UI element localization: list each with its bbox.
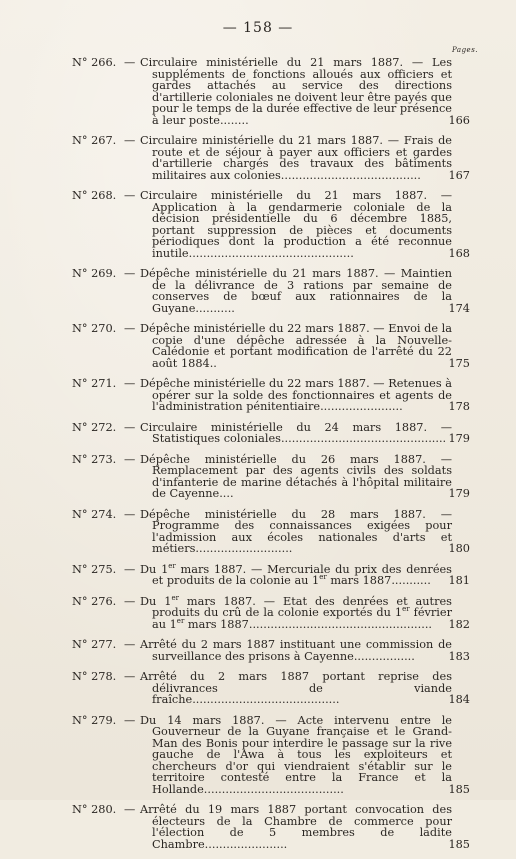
entry-page-ref: 179: [448, 487, 470, 500]
list-item: [0, 454, 516, 500]
entry-description: Arrêté du 19 mars 1887 portant convocation des électeurs de la Chambre de commerce pour l'élection de 5 membres de ladite Chambre.......................: [140, 803, 452, 851]
entry-dash: —: [124, 803, 136, 816]
entry-page-ref: 185: [448, 782, 470, 796]
entry-description: Dépêche ministérielle du 21 mars 1887. — Maintien de la délivrance de 3 rations par semaine de conserves de bœuf aux rationnaires de la Guyane...........: [140, 267, 452, 315]
list-item: [0, 323, 516, 369]
list-item: [0, 190, 516, 259]
entry-number: N° 270.: [72, 322, 117, 335]
entry-page-ref: 166: [448, 113, 470, 127]
entry-dash: —: [124, 452, 136, 466]
superscript: er: [168, 561, 176, 570]
entry-page-ref: 178: [448, 400, 470, 413]
entry-description: Dépêche ministérielle du 22 mars 1887. — Envoi de la copie d'une dépêche adressée à la Nouvelle-Calédonie et portant modification de l'arrêté du 22 août 1884..: [140, 322, 452, 370]
entry-number: N° 271.: [72, 377, 117, 390]
entry-dash: —: [124, 267, 136, 280]
entry-number: N° 278.: [72, 670, 117, 683]
entry-dash: —: [124, 56, 136, 69]
entry-number: N° 266.: [72, 56, 117, 69]
text-fragment: mars 1887. — Etat des denrées et autres produits du crû de la colonie exportés du 1: [152, 594, 452, 619]
entry-page-ref: 181: [448, 574, 470, 587]
superscript: er: [319, 573, 327, 582]
entry-description: Circulaire ministérielle du 21 mars 1887. — Frais de route et de séjour à payer aux officiers et gardes d'artillerie chargés des travaux des bâtiments militaires aux colonies.......................................: [140, 134, 452, 182]
entry-dash: —: [124, 670, 136, 683]
entry-dash: —: [124, 377, 136, 390]
entry-number: N° 280.: [72, 803, 117, 816]
list-item: [0, 715, 516, 796]
entry-dash: —: [124, 562, 136, 576]
list-item: [0, 593, 516, 631]
list-item: [0, 378, 516, 413]
entry-description: Dépêche ministérielle du 22 mars 1887. — Retenues à opérer sur la solde des fonctionnaires et agents de l'administration pénitentiaire.......................: [140, 377, 452, 413]
list-item: [0, 268, 516, 314]
entry-description: Arrêté du 2 mars 1887 instituant une commission de surveillance des prisons à Cayenne.................: [140, 638, 452, 663]
entry-page-ref: 167: [448, 168, 470, 182]
list-item: [0, 804, 516, 850]
list-item: [0, 509, 516, 555]
entry-number: N° 277.: [72, 638, 117, 651]
entry-page-ref: 168: [448, 246, 470, 260]
entry-page-ref: 174: [448, 301, 470, 315]
list-item: [0, 422, 516, 445]
entry-dash: —: [124, 594, 136, 608]
entry-description: Circulaire ministérielle du 21 mars 1887. — Application à la gendarmerie coloniale de la décision présidentielle du 6 décembre 1885, portant suppression de pièces et documents périodiques dont la production a été reconnue inutile..............................................: [140, 189, 452, 260]
entry-dash: —: [124, 189, 136, 202]
entry-description: [140, 561, 452, 587]
entry-dash: —: [124, 134, 136, 147]
list-item: [0, 57, 516, 126]
entry-number: N° 275.: [72, 562, 117, 576]
list-item: [0, 561, 516, 587]
entry-description: Circulaire ministérielle du 24 mars 1887. — Statistiques coloniales..............................................: [140, 420, 452, 445]
text-fragment: Du 1: [140, 562, 169, 576]
entry-dash: —: [124, 507, 136, 521]
text-fragment: février au 1: [152, 606, 452, 631]
entry-number: N° 279.: [72, 713, 117, 727]
entry-dash: —: [124, 638, 136, 651]
entry-number: N° 267.: [72, 134, 117, 147]
entry-list: [0, 57, 516, 859]
superscript: er: [402, 605, 410, 614]
entry-dash: —: [124, 713, 136, 727]
superscript: er: [171, 593, 179, 602]
entry-page-ref: 185: [448, 837, 470, 851]
entry-number: N° 273.: [72, 452, 117, 466]
text-fragment: mars 1887...........: [326, 574, 431, 587]
entry-page-ref: 182: [448, 617, 470, 631]
text-fragment: mars 1887...................................................: [184, 617, 433, 631]
entry-number: N° 268.: [72, 189, 117, 202]
list-item: [0, 639, 516, 662]
page-number: — 158 —: [222, 20, 294, 36]
entry-description: Dépêche ministérielle du 26 mars 1887. — Remplacement par des agents civils des soldats d'infanterie de marine détachés à l'hôpital militaire de Cayenne....: [140, 452, 452, 500]
entry-page-ref: 179: [448, 432, 470, 445]
list-item: [0, 135, 516, 181]
entry-description: Arrêté du 2 mars 1887 portant reprise des délivrances de viande fraîche.........................................: [140, 670, 452, 706]
entry-number: N° 269.: [72, 267, 117, 280]
list-item: [0, 671, 516, 706]
text-fragment: Du 1: [140, 594, 172, 608]
entry-number: N° 272.: [72, 420, 117, 434]
text-fragment: mars 1887. — Mercuriale du prix des denrées et produits de la colonie au 1: [152, 562, 452, 587]
entry-description: Circulaire ministérielle du 21 mars 1887. — Les suppléments de fonctions alloués aux officiers et gardes attachés au service des directions d'artillerie coloniales ne doivent leur être payés que pour le temps de la durée effective de leur présence à leur poste........: [140, 56, 452, 127]
entry-page-ref: 184: [448, 693, 470, 706]
pages-column-label: Pages.: [452, 46, 479, 54]
entry-page-ref: 180: [448, 542, 470, 555]
entry-page-ref: 183: [448, 649, 470, 663]
entry-page-ref: 175: [448, 356, 470, 370]
entry-number: N° 276.: [72, 594, 117, 608]
entry-dash: —: [124, 322, 136, 335]
entry-dash: —: [124, 420, 136, 434]
entry-description: Du 14 mars 1887. — Acte intervenu entre le Gouverneur de la Guyane française et le Grand-Man des Bonis pour interdire le passage sur la rive gauche de l'Awa à tous les exploiteurs et chercheurs d'or qui viendraient s'établir sur le territoire contesté entre la France et la Hollande.......................................: [140, 713, 452, 796]
superscript: er: [176, 616, 185, 625]
entry-description: [140, 593, 452, 631]
entry-description: Dépêche ministérielle du 28 mars 1887. — Programme des connaissances exigées pour l'admission aux écoles nationales d'arts et métiers...........................: [140, 507, 452, 555]
entry-number: N° 274.: [72, 507, 117, 521]
